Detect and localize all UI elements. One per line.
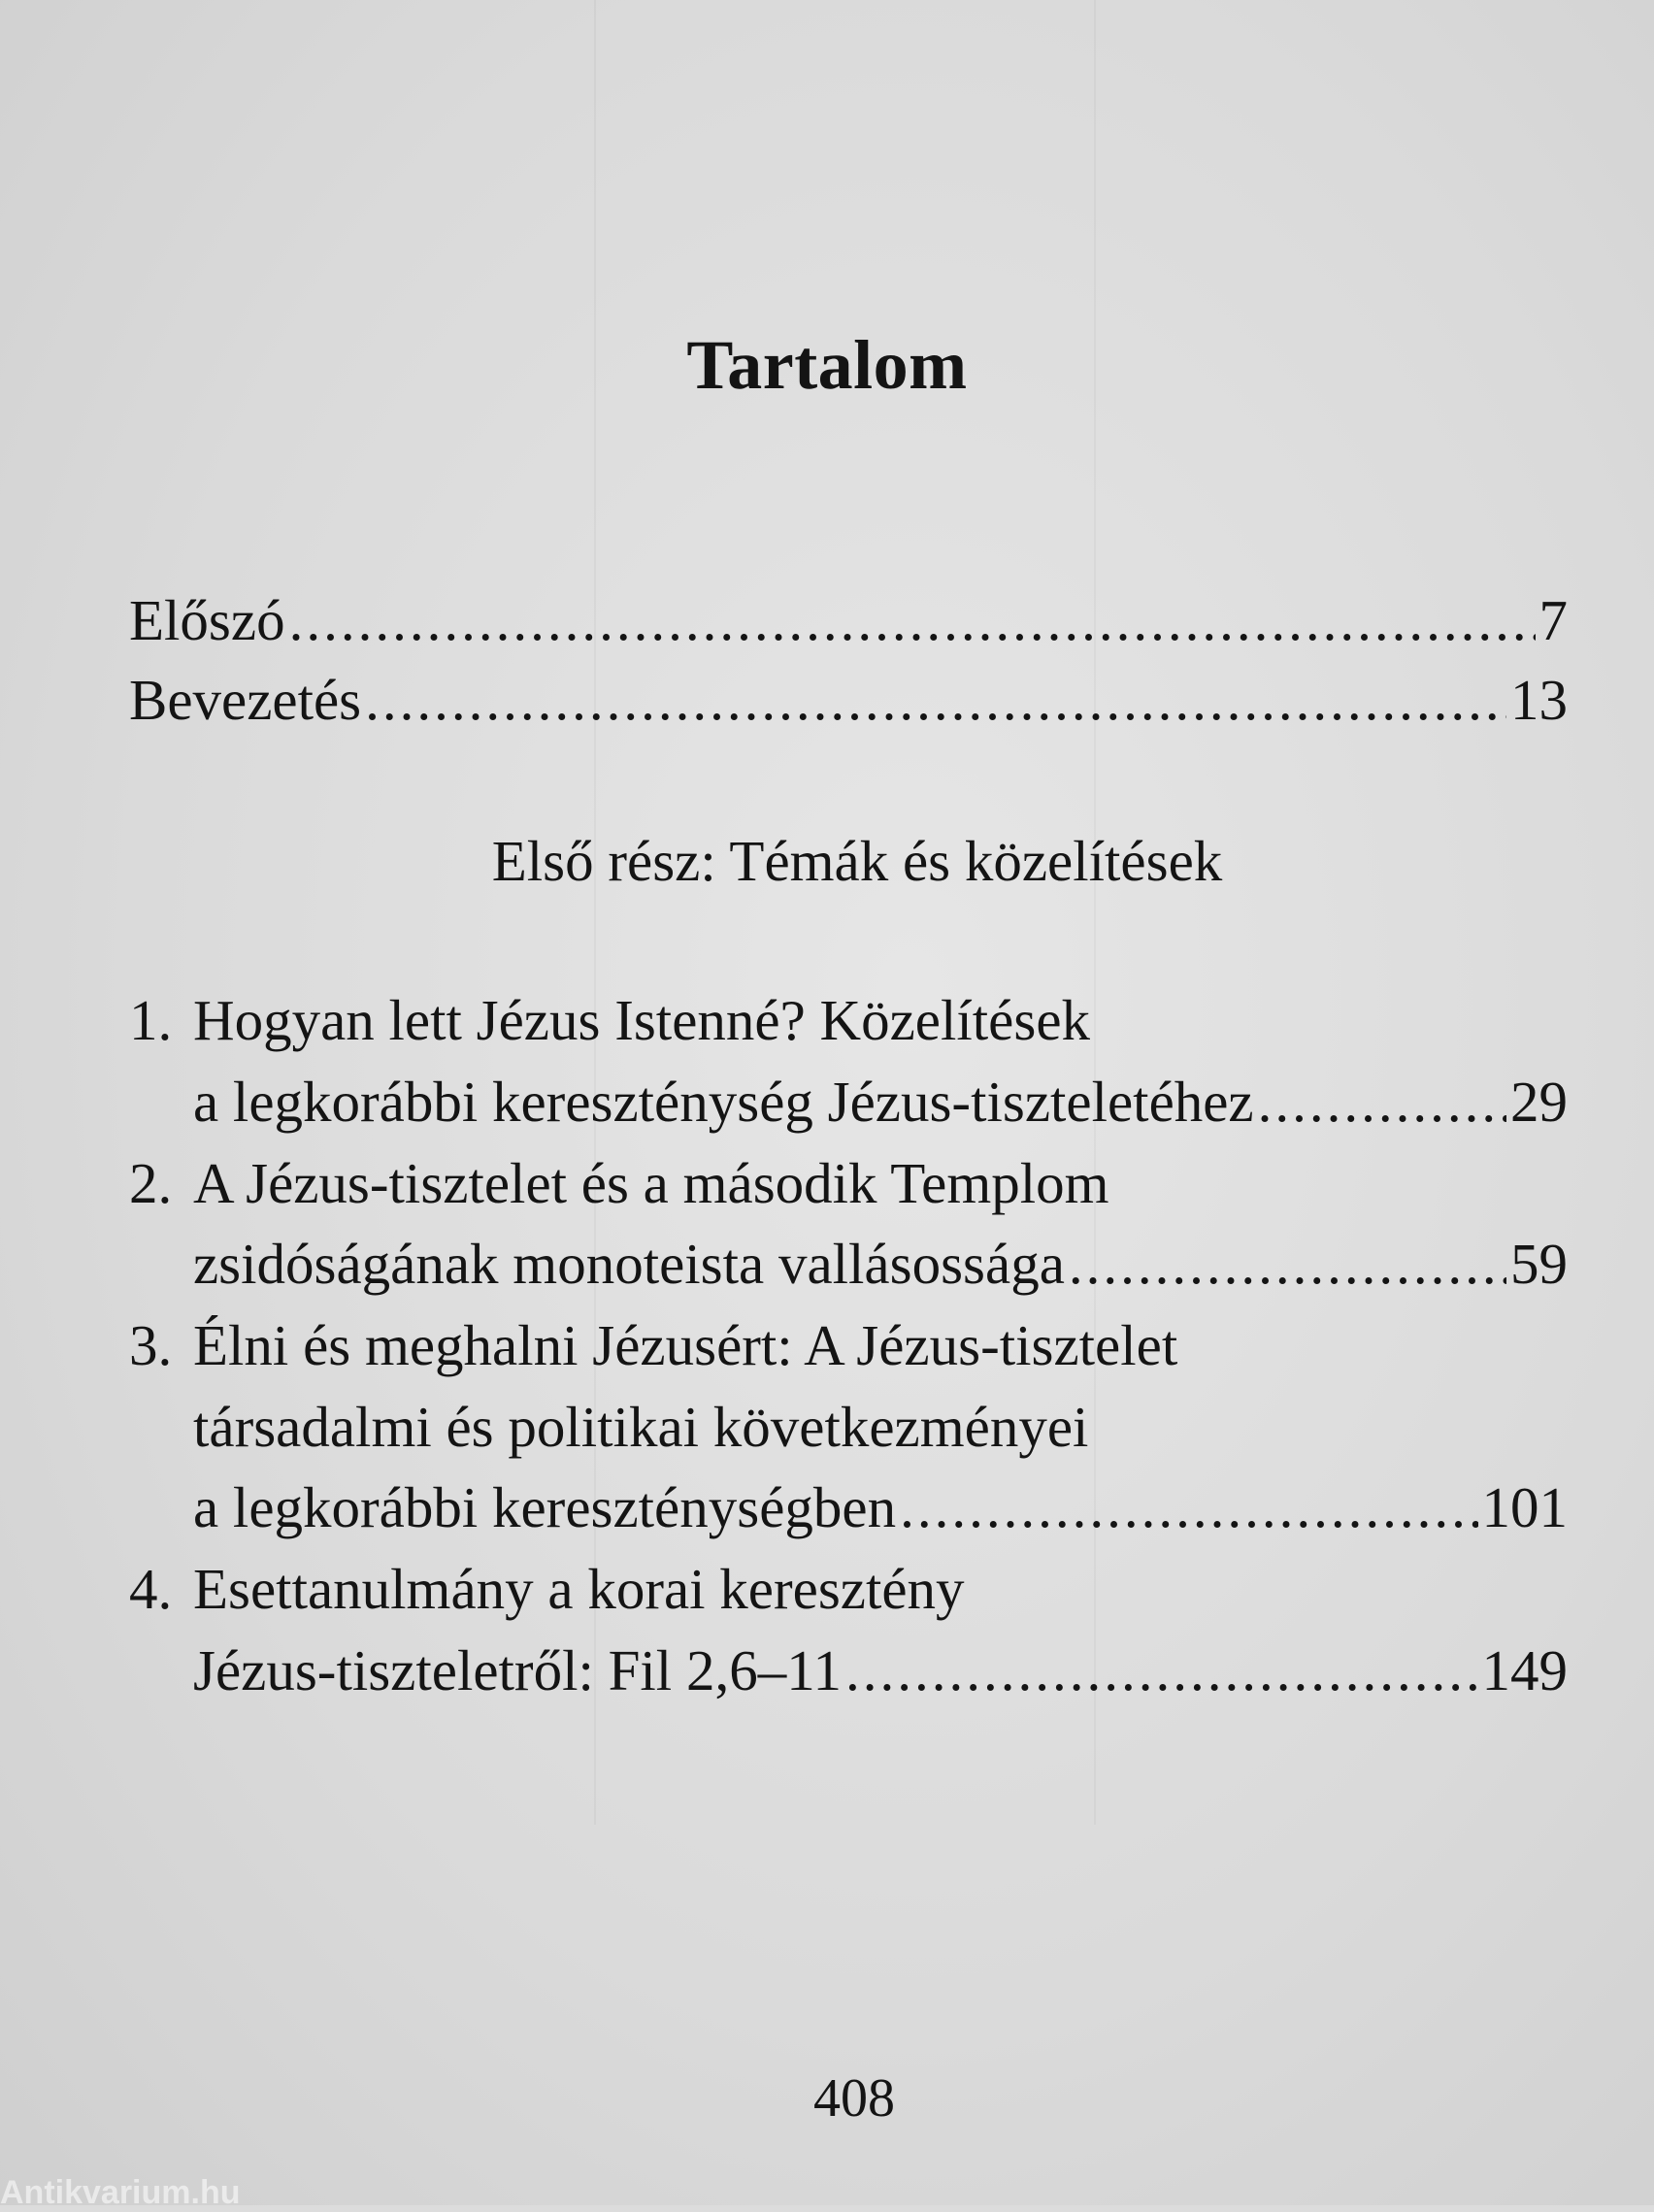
toc-entry-page: 13 bbox=[1510, 668, 1568, 732]
chapter-number: 1. bbox=[129, 988, 173, 1052]
leader-dots bbox=[1258, 1073, 1506, 1131]
chapter-title-line: Jézus-tiszteletről: Fil 2,6–11 bbox=[193, 1638, 843, 1702]
toc-chapter-2-line-1 bbox=[129, 1151, 1568, 1215]
toc-chapter-1-line-2 bbox=[129, 1070, 1568, 1134]
chapter-page: 59 bbox=[1510, 1232, 1568, 1296]
chapter-title-line: a legkorábbi kereszténységben bbox=[193, 1475, 897, 1539]
watermark: Antikvarium.hu bbox=[0, 2174, 241, 2211]
page-title: Tartalom bbox=[686, 326, 968, 404]
toc-entry-page: 7 bbox=[1538, 588, 1568, 652]
toc-chapter-3-line-2 bbox=[129, 1395, 1568, 1459]
leader-dots bbox=[289, 592, 1536, 649]
chapter-number: 2. bbox=[129, 1151, 173, 1215]
show-through-rule bbox=[594, 0, 596, 1825]
leader-dots bbox=[900, 1479, 1477, 1536]
toc-chapter-4-line-1 bbox=[129, 1557, 1568, 1621]
toc-chapter-4-line-2 bbox=[129, 1638, 1568, 1702]
toc-chapter-3-line-1 bbox=[129, 1313, 1568, 1377]
chapter-title-line: zsidóságának monoteista vallásossága bbox=[193, 1232, 1065, 1296]
page-number: 408 bbox=[813, 2068, 895, 2129]
chapter-title-line: Hogyan lett Jézus Istenné? Közelítések bbox=[193, 988, 1091, 1052]
chapter-title-line: Élni és meghalni Jézusért: A Jézus-tisztelet bbox=[193, 1313, 1178, 1377]
toc-entry-label: Előszó bbox=[129, 588, 285, 652]
chapter-page: 101 bbox=[1481, 1475, 1568, 1539]
toc-chapter-3-line-3 bbox=[129, 1475, 1568, 1539]
chapter-number: 3. bbox=[129, 1313, 173, 1377]
leader-dots bbox=[365, 672, 1506, 729]
leader-dots bbox=[845, 1642, 1477, 1700]
chapter-page: 149 bbox=[1481, 1638, 1568, 1702]
part-heading: Első rész: Témák és közelítések bbox=[491, 829, 1223, 893]
toc-entry-introduction bbox=[129, 668, 1568, 732]
show-through-rule bbox=[1094, 0, 1096, 1825]
leader-dots bbox=[1069, 1236, 1506, 1293]
toc-chapter-2-line-2 bbox=[129, 1232, 1568, 1296]
chapter-title-line: A Jézus-tisztelet és a második Templom bbox=[193, 1151, 1109, 1215]
chapter-page: 29 bbox=[1510, 1070, 1568, 1134]
chapter-title-line: a legkorábbi kereszténység Jézus-tiszteletéhez bbox=[193, 1070, 1254, 1134]
chapter-title-line: Esettanulmány a korai keresztény bbox=[193, 1557, 965, 1621]
toc-entry-preface bbox=[129, 588, 1568, 652]
chapter-title-line: társadalmi és politikai következményei bbox=[193, 1395, 1089, 1459]
toc-chapter-1-line-1 bbox=[129, 988, 1568, 1052]
toc-entry-label: Bevezetés bbox=[129, 668, 362, 732]
chapter-number: 4. bbox=[129, 1557, 173, 1621]
